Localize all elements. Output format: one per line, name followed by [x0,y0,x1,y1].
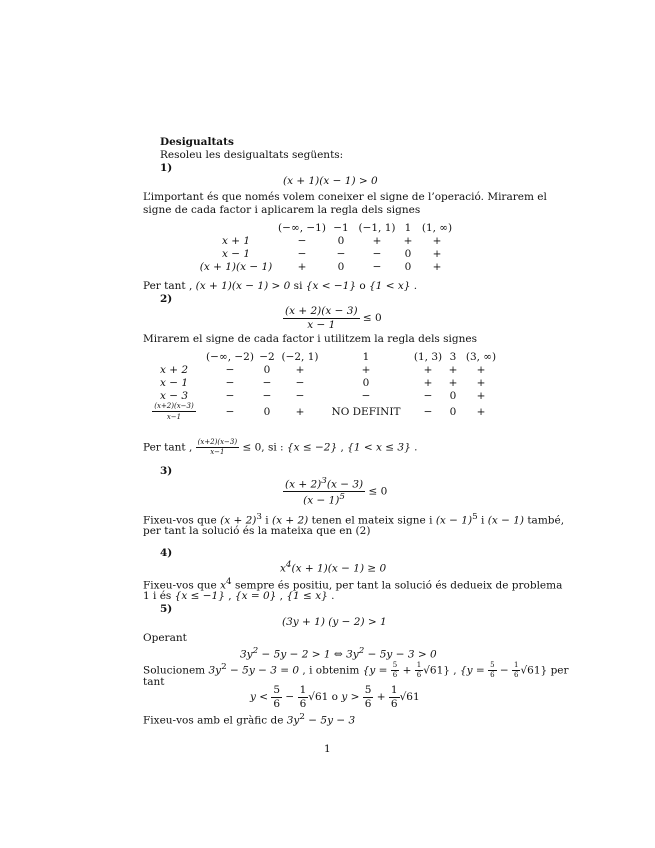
table-header: (3, ∞) [465,350,497,363]
table-header: (−1, 1) [358,221,396,234]
table-row [143,363,501,376]
problem-1-label: 1) [160,162,173,174]
problem-4-text-line1: Fixeu-vos que $x^4$ sempre és positiu, per tant la solució és dedueix de problema [143,577,563,592]
problem-5-solve-line: Solucionem $3y^2 - 5y - 3 = 0$ , i obtenim {y = $\frac{5}{6}$ + $\frac{1}{6}$ √61} , {y = $\frac{5}{6}$ − $\frac{1}{6}$ √61} per [143,661,569,679]
problem-3-label: 3) [160,465,173,477]
row-label: x − 1 [221,247,251,260]
problem-1-expression: (x + 1)(x − 1) > 0 [283,175,378,187]
problem-2-text: Mirarem el signe de cada factor i utilitzem la regla dels signes [143,333,477,345]
table-cell: − [423,405,433,418]
table-header: 1 [362,350,370,363]
table-cell: − [361,389,371,402]
table-cell: − [262,376,272,389]
table-cell: − [295,376,305,389]
table-cell: + [403,234,413,247]
table-cell: 0 [404,260,412,273]
table-cell: 0 [449,389,457,402]
table-cell: − [225,363,235,376]
table-header: 3 [449,350,457,363]
table-header: (−∞, −2) [206,350,254,363]
table-cell: 0 [337,260,345,273]
table-row [195,247,457,260]
table-cell: + [476,389,486,402]
problem-3-text-line1: Fixeu-vos que $(x + 2)^3$ i (x + 2) tenen el mateix signe i $(x - 1)^5$ i (x − 1) també, [143,512,565,527]
table-header: (−2, 1) [281,350,319,363]
table-cell: 0 [263,363,271,376]
table-cell: 0 [337,234,345,247]
table-cell: + [423,363,433,376]
section-heading: Desigualtats [160,136,234,148]
row-label: (x + 1)(x − 1) [199,260,273,273]
problem-1-sign-table [195,221,457,273]
table-cell: + [423,376,433,389]
problem-5-label: 5) [160,603,173,615]
problem-4-text-line2: 1 i és {x ≤ −1} , {x = 0} , {1 ≤ x} . [143,590,335,602]
table-cell: + [297,260,307,273]
table-cell: − [372,247,382,260]
table-cell: − [225,389,235,402]
row-label: x + 2 [159,363,189,376]
table-cell: + [361,363,371,376]
table-cell: − [297,234,307,247]
table-cell: + [476,363,486,376]
table-row [195,260,457,273]
table-cell: − [225,405,235,418]
table-cell: − [297,247,307,260]
table-cell: + [295,363,305,376]
row-label: x − 3 [159,389,189,402]
table-cell: 0 [362,376,370,389]
graph-note: Fixeu-vos amb el gràfic de $3y^2 - 5y - 3$ [143,712,356,727]
row-label: x + 1 [221,234,251,247]
table-header: −1 [333,221,349,234]
table-cell: + [432,247,442,260]
table-cell: − [262,389,272,402]
table-cell: + [448,363,458,376]
table-cell: + [448,376,458,389]
problem-3-text-line2: per tant la solució és la mateixa que en (2) [143,525,371,537]
table-cell: − [295,389,305,402]
table-row [143,376,501,389]
table-cell: + [295,405,305,418]
problem-2-expression: $\frac{(x + 2)(x - 3)}{x - 1}$ ≤ 0 [285,305,382,331]
table-header: 1 [404,221,412,234]
table-cell: 0 [449,405,457,418]
problem-2-label: 2) [160,293,173,305]
page-number: 1 [324,743,331,755]
table-row [143,389,501,402]
table-cell: NO DEFINIT [331,405,401,418]
table-cell: + [432,234,442,247]
operant-label: Operant [143,632,187,644]
table-cell: + [432,260,442,273]
table-header-row [195,221,457,234]
problem-2-sign-table [143,350,501,421]
problem-3-expression: $\frac{(x + 2)^3(x - 3)}{(x - 1)^5}$ ≤ 0 [285,476,388,507]
tant-text: tant [143,676,165,688]
problem-4-label: 4) [160,547,173,559]
table-header: (1, ∞) [421,221,453,234]
table-header-row [143,350,501,363]
table-cell: + [476,376,486,389]
problem-1-text-line2: signe de cada factor i aplicarem la regla dels signes [143,204,421,216]
problem-5-solution-inequality: y < $\frac{5}{6}$ − $\frac{1}{6}$ √61 o y > $\frac{5}{6}$ + $\frac{1}{6}$ √61 [250,684,420,710]
table-cell: − [225,376,235,389]
table-header: (−∞, −1) [278,221,326,234]
table-header: (1, 3) [413,350,443,363]
intro-text: Resoleu les desigualtats següents: [160,149,344,161]
problem-2-conclusion: Per tant , $\frac{(x+2)(x-3)}{x-1}$ ≤ 0, si : {x ≤ −2} , {1 < x ≤ 3} . [143,438,418,456]
problem-1-text-line1: L’important és que només volem coneixer el signe de l’operació. Mirarem el [143,191,547,203]
table-row [195,234,457,247]
problem-1-conclusion: Per tant , (x + 1)(x − 1) > 0 si {x < −1} o {1 < x} . [143,280,418,292]
table-cell: 0 [404,247,412,260]
problem-5-equivalence: $3y^2 - 5y - 2 > 1$ ⇔ $3y^2 - 5y - 3 > 0$ [240,646,437,661]
table-cell: − [336,247,346,260]
row-label: $\frac{(x+2)(x-3)}{x-1}$ [154,402,194,421]
problem-4-expression: $x^4(x + 1)(x - 1) \ge 0$ [280,560,387,575]
table-cell: + [476,405,486,418]
problem-5-expression: (3y + 1) (y − 2) > 1 [282,616,387,628]
table-cell: + [372,234,382,247]
table-cell: − [372,260,382,273]
table-cell: − [423,389,433,402]
table-row [143,402,501,421]
row-label: x − 1 [159,376,189,389]
table-header: −2 [259,350,275,363]
table-cell: 0 [263,405,271,418]
